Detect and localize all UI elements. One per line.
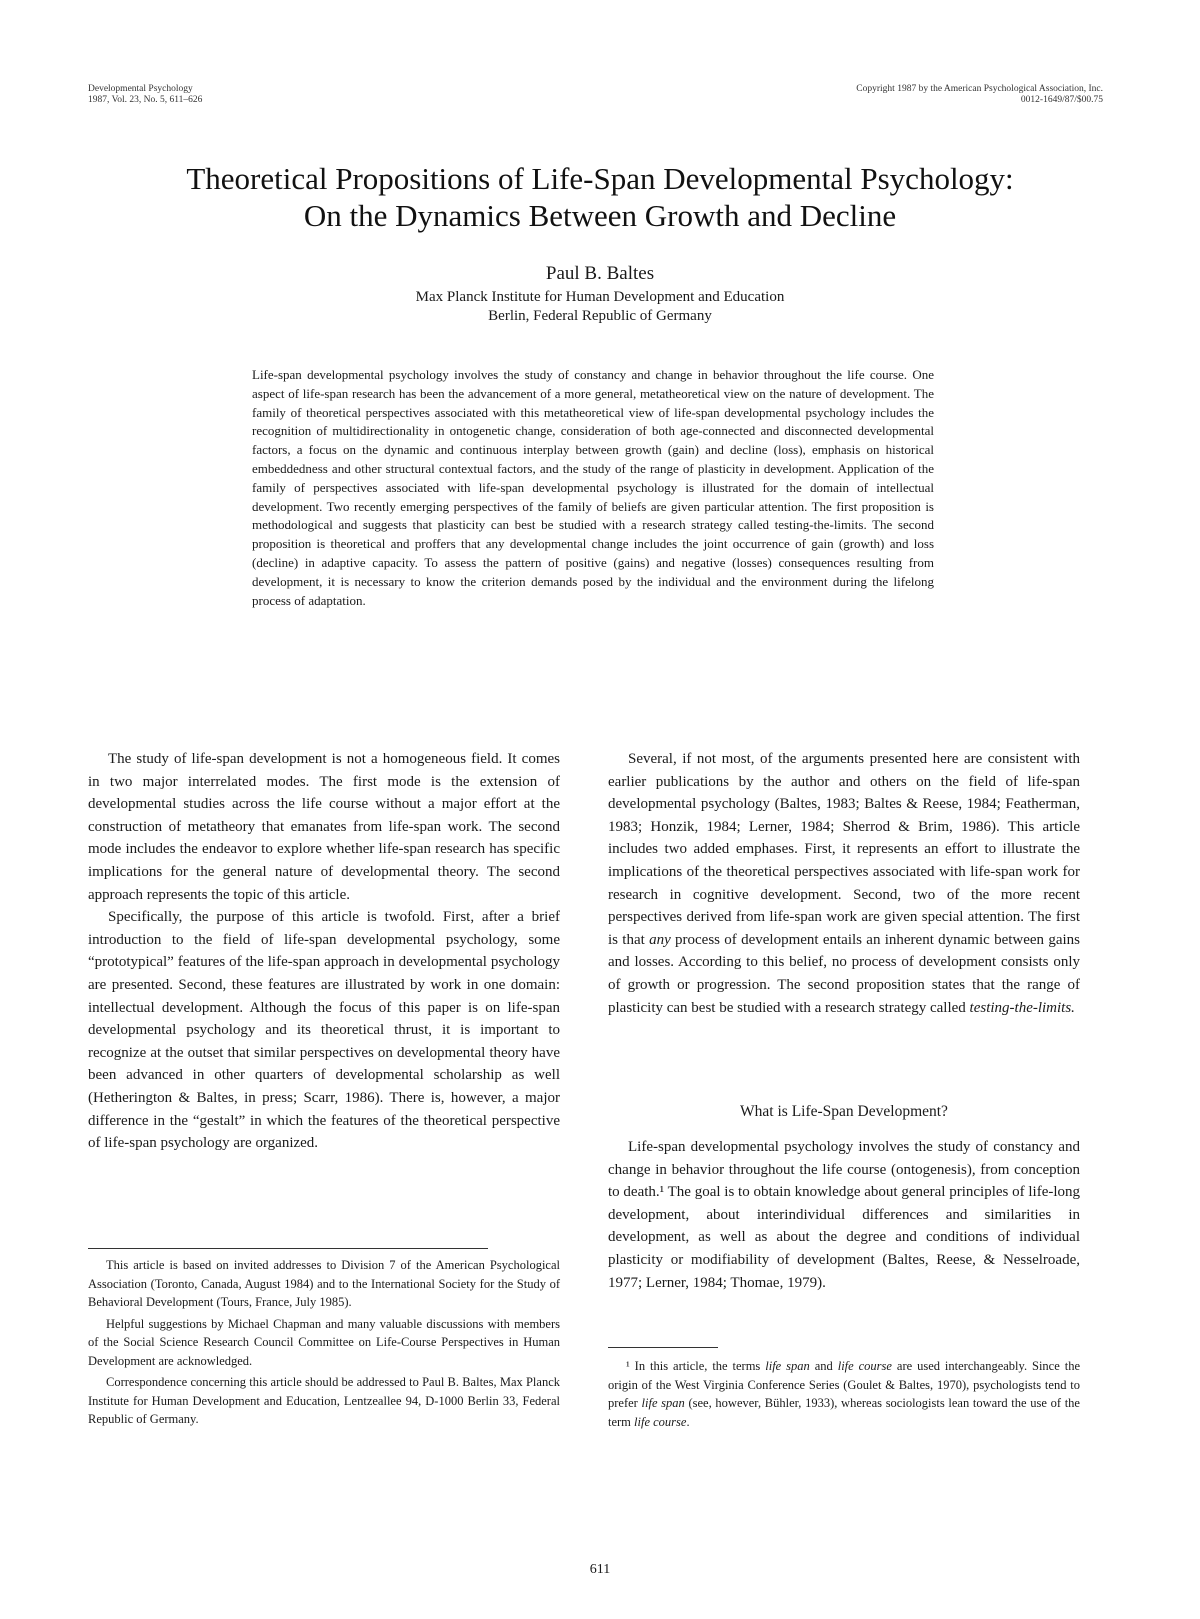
footnote: This article is based on invited addresses to Division 7 of the American Psychological Association (Toronto, Canada, August 1984) and to the International Society for the Study of Behavioral Development (Tours, France, July 1985). <box>88 1258 560 1309</box>
copyright-line: Copyright 1987 by the American Psychological Association, Inc. <box>856 84 1103 94</box>
left-column <box>88 748 560 1155</box>
issn-line: 0012-1649/87/$00.75 <box>1020 95 1103 105</box>
footnote: Correspondence concerning this article should be addressed to Paul B. Baltes, Max Planck Institute for Human Development and Education, Lentzeallee 94, D-1000 Berlin 33, Federal Republic of Germany. <box>88 1375 560 1426</box>
right-column <box>608 748 1080 1019</box>
body-paragraph: Several, if not most, of the arguments presented here are consistent with earlier publications by the author and others on the field of life-span developmental psychology (Baltes, 1983; Baltes & Reese, 1984; Featherman, 1983; Honzik, 1984; Lerner, 1984; Sherrod & Brim, 1986). This article includes two added emphases. First, it represents an effort to illustrate the implications of the theoretical perspectives associated with life-span work for research in cognitive development. Second, two of the more recent perspectives derived from life-span work are given special attention. The first is that any process of development entails an inherent dynamic between gains and losses. According to this belief, no process of development consists only of growth or progression. The second proposition states that the range of plasticity can best be studied with a research strategy called testing-the-limits. <box>608 751 1081 1016</box>
title-line-2: On the Dynamics Between Growth and Decline <box>303 198 897 233</box>
author-affiliation <box>0 288 1200 326</box>
emphasis-text: testing-the-limits. <box>969 999 1075 1016</box>
journal-citation <box>88 84 202 106</box>
journal-volume: 1987, Vol. 23, No. 5, 611–626 <box>88 95 203 105</box>
body-paragraph: The study of life-span development is not a homogeneous field. It comes in two major interrelated modes. The first mode is the extension of developmental studies across the life course without a major effort at the construction of metatheory that emanates from life-span work. The second mode includes the endeavor to explore whether life-span research has specific implications for the general nature of developmental theory. The second approach represents the topic of this article. <box>88 751 560 903</box>
copyright-notice <box>856 84 1103 106</box>
footnote-rule-left <box>88 1248 488 1249</box>
journal-name: Developmental Psychology <box>88 84 193 94</box>
body-paragraph: Life-span developmental psychology involves the study of constancy and change in behavior throughout the life course (ontogenesis), from conception to death.¹ The goal is to obtain knowledge about general principles of life-long development, about interindividual differences and similarities in development, as well as about the degree and conditions of individual plasticity or modifiability of development (Baltes, Reese, & Nesselroade, 1977; Lerner, 1984; Thomae, 1979). <box>608 1139 1081 1291</box>
footnote-rule-right <box>608 1347 718 1348</box>
footnotes-left <box>88 1256 560 1432</box>
footnote-right <box>608 1357 1080 1434</box>
title-line-1: Theoretical Propositions of Life-Span Developmental Psychology: <box>186 161 1014 196</box>
page-number: 611 <box>589 1562 611 1577</box>
section-heading: What is Life-Span Development? <box>740 1103 948 1120</box>
footnote: ¹ In this article, the terms life span and life course are used interchangeably. Since the origin of the West Virginia Conference Series (Goulet & Baltes, 1970), psychologists tend to prefer life span (see, however, Bühler, 1933), whereas sociologists lean toward the use of the term life course. <box>608 1359 1080 1429</box>
affiliation-line-1: Max Planck Institute for Human Development and Education <box>415 289 785 305</box>
abstract: Life-span developmental psychology involves the study of constancy and change in behavior throughout the life course. One aspect of life-span research has been the advancement of a more general, metatheoretical view on the nature of development. The family of theoretical perspectives associated with this metatheoretical view of life-span developmental psychology includes the recognition of multidirectionality in ontogenetic change, consideration of both age-connected and disconnected developmental factors, a focus on the dynamic and continuous interplay between growth (gain) and decline (loss), emphasis on historical embeddedness and other structural contextual factors, and the study of the range of plasticity in development. Application of the family of perspectives associated with life-span developmental psychology is illustrated for the domain of intellectual development. Two recently emerging perspectives of the family of beliefs are given particular attention. The first proposition is methodological and suggests that plasticity can best be studied with a research strategy called testing-the-limits. The second proposition is theoretical and proffers that any developmental change includes the joint occurrence of gain (growth) and loss (decline) in adaptive capacity. To assess the pattern of positive (gains) and negative (losses) consequences resulting from development, it is necessary to know the criterion demands posed by the individual and the environment during the lifelong process of adaptation. <box>252 367 934 608</box>
right-column-section <box>608 1136 1080 1294</box>
emphasis-text: any <box>649 931 671 948</box>
affiliation-line-2: Berlin, Federal Republic of Germany <box>488 308 712 324</box>
article-title <box>0 160 1200 234</box>
body-paragraph: Specifically, the purpose of this article is twofold. First, after a brief introduction to the field of life-span developmental psychology, some “prototypical” features of the life-span approach in developmental psychology are presented. Second, these features are illustrated by work in one domain: intellectual development. Although the focus of this paper is on life-span developmental psychology and its theoretical thrust, it is important to recognize at the outset that similar perspectives on developmental theory have been advanced in other quarters of developmental scholarship as well (Hetherington & Baltes, in press; Scarr, 1986). There is, however, a major difference in the “gestalt” in which the features of the theoretical perspective of life-span psychology are organized. <box>88 909 560 1152</box>
author-name: Paul B. Baltes <box>545 263 655 284</box>
footnote: Helpful suggestions by Michael Chapman and many valuable discussions with members of the Social Science Research Council Committee on Life-Course Perspectives in Human Development are acknowledged. <box>88 1316 560 1368</box>
